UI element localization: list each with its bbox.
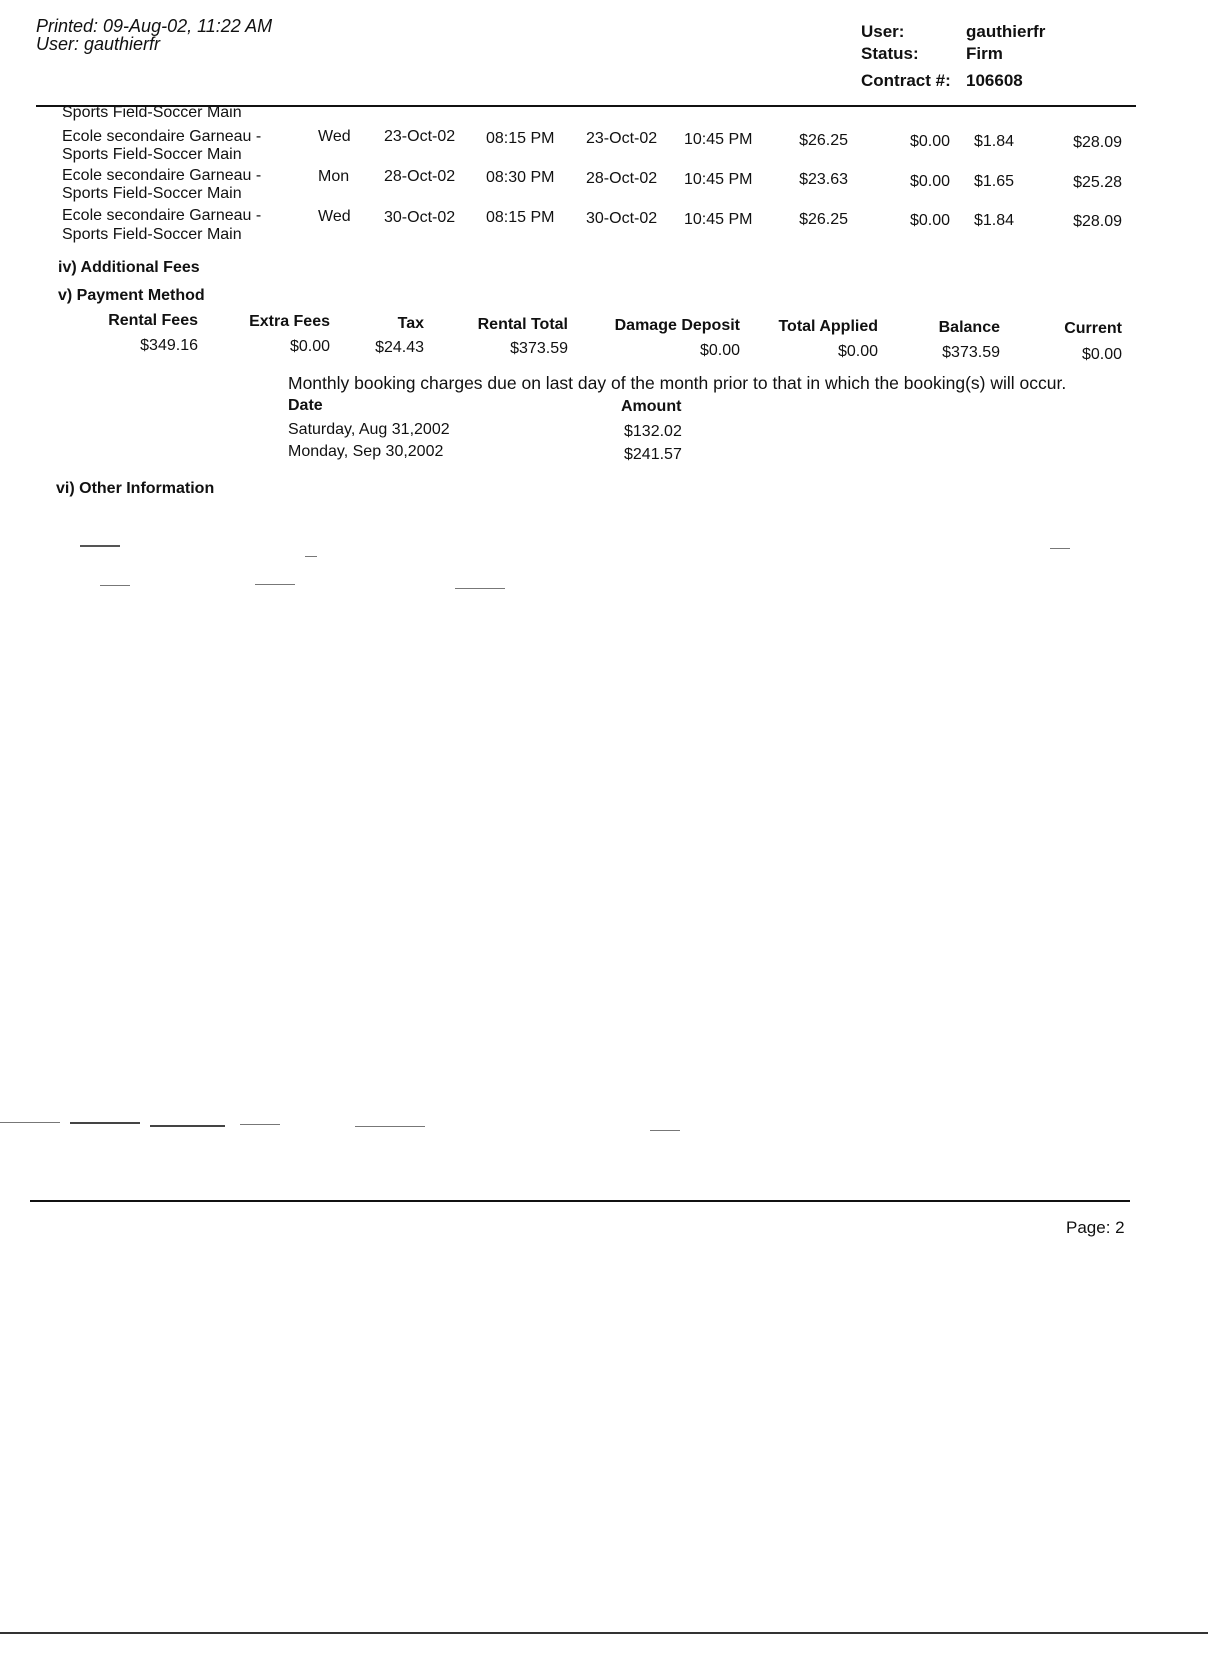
summary-header-rental-total: Rental Total xyxy=(477,316,568,333)
booking-tax: $1.65 xyxy=(974,173,1015,190)
footer-divider xyxy=(30,1200,1130,1202)
page-number: Page: 2 xyxy=(1066,1218,1125,1237)
booking-extra: $0.00 xyxy=(909,212,950,229)
booking-end-date: 23-Oct-02 xyxy=(586,130,658,147)
schedule-date: Monday, Sep 30,2002 xyxy=(288,443,444,460)
booking-extra: $0.00 xyxy=(909,133,950,150)
booking-day: Wed xyxy=(318,208,351,225)
summary-value-extra-fees: $0.00 xyxy=(289,338,330,355)
booking-fee: $23.63 xyxy=(799,171,848,188)
booking-day: Wed xyxy=(318,128,351,145)
booking-start-date: 28-Oct-02 xyxy=(384,168,456,185)
summary-value-total-applied: $0.00 xyxy=(837,343,878,360)
facility-name: Ecole secondaire Garneau - xyxy=(62,167,262,184)
section-other-information: vi) Other Information xyxy=(56,480,215,497)
booking-start-time: 08:15 PM xyxy=(486,209,555,226)
booking-end-time: 10:45 PM xyxy=(684,211,753,228)
summary-value-damage-deposit: $0.00 xyxy=(699,342,740,359)
summary-header-damage-deposit: Damage Deposit xyxy=(614,317,740,334)
section-payment-method: v) Payment Method xyxy=(58,287,205,304)
booking-fee: $26.25 xyxy=(799,132,848,149)
booking-total: $25.28 xyxy=(1073,174,1122,191)
booking-end-date: 28-Oct-02 xyxy=(586,170,658,187)
facility-area: Sports Field-Soccer Main xyxy=(62,226,242,243)
booking-extra: $0.00 xyxy=(909,173,950,190)
booking-start-time: 08:30 PM xyxy=(486,169,555,186)
summary-header-balance: Balance xyxy=(938,319,1000,336)
schedule-amount: $241.57 xyxy=(624,446,682,463)
booking-day: Mon xyxy=(318,168,350,185)
schedule-amount: $132.02 xyxy=(624,423,682,440)
contract-value: 106608 xyxy=(966,71,1023,90)
user-label: User: xyxy=(861,22,905,41)
schedule-date-header: Date xyxy=(288,397,323,414)
carry-over-facility: Sports Field-Soccer Main xyxy=(62,104,242,121)
facility-area: Sports Field-Soccer Main xyxy=(62,146,242,163)
facility-name: Ecole secondaire Garneau - xyxy=(62,128,262,145)
printed-by-user: User: gauthierfr xyxy=(36,34,161,54)
booking-total: $28.09 xyxy=(1073,134,1122,151)
booking-end-time: 10:45 PM xyxy=(684,171,753,188)
booking-start-date: 30-Oct-02 xyxy=(384,209,456,226)
schedule-date: Saturday, Aug 31,2002 xyxy=(288,421,450,438)
booking-tax: $1.84 xyxy=(974,133,1015,150)
booking-end-date: 30-Oct-02 xyxy=(586,210,658,227)
status-value: Firm xyxy=(966,44,1003,63)
contract-label: Contract #: xyxy=(861,71,951,90)
summary-header-current: Current xyxy=(1064,320,1122,337)
printed-timestamp: Printed: 09-Aug-02, 11:22 AM xyxy=(36,16,273,36)
booking-tax: $1.84 xyxy=(974,212,1015,229)
summary-header-rental-fees: Rental Fees xyxy=(108,312,198,329)
facility-name: Ecole secondaire Garneau - xyxy=(62,207,262,224)
summary-value-rental-fees: $349.16 xyxy=(140,337,198,354)
booking-start-time: 08:15 PM xyxy=(486,130,555,147)
booking-total: $28.09 xyxy=(1073,213,1122,230)
schedule-amount-header: Amount xyxy=(621,398,682,415)
summary-header-extra-fees: Extra Fees xyxy=(249,313,330,330)
section-additional-fees: iv) Additional Fees xyxy=(58,259,200,276)
booking-start-date: 23-Oct-02 xyxy=(384,128,456,145)
payment-schedule-note: Monthly booking charges due on last day of the month prior to that in which the booking(s) will occur. xyxy=(288,373,1067,393)
summary-header-total-applied: Total Applied xyxy=(778,318,878,335)
summary-value-current: $0.00 xyxy=(1081,346,1122,363)
facility-area: Sports Field-Soccer Main xyxy=(62,185,242,202)
summary-value-balance: $373.59 xyxy=(942,344,1000,361)
user-value: gauthierfr xyxy=(966,22,1046,41)
summary-value-rental-total: $373.59 xyxy=(510,340,568,357)
summary-header-tax: Tax xyxy=(397,315,424,332)
summary-value-tax: $24.43 xyxy=(375,339,424,356)
status-label: Status: xyxy=(861,44,919,63)
booking-fee: $26.25 xyxy=(799,211,848,228)
booking-end-time: 10:45 PM xyxy=(684,131,753,148)
page-bottom-edge xyxy=(0,1632,1208,1634)
